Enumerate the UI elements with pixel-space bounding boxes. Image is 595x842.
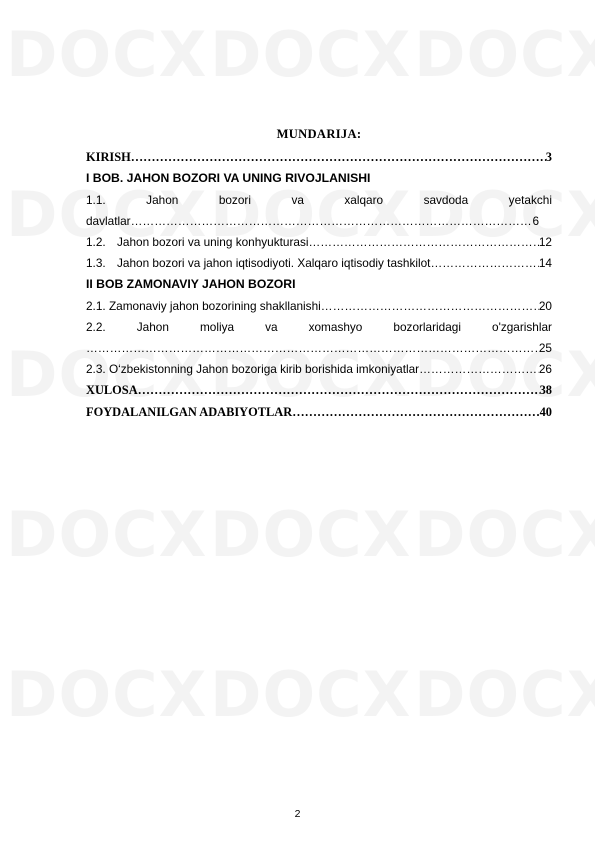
toc-entry-label: Jahon bozori va uning konhyukturasi <box>117 235 309 250</box>
watermark-text <box>6 18 207 91</box>
toc-entry-number: 2.2. <box>86 319 106 334</box>
toc-word: o'zgarishlar <box>492 319 552 334</box>
chapter-heading-2[interactable]: II BOB ZAMONAVIY JAHON BOZORI <box>86 277 296 292</box>
toc-page-number: 40 <box>539 404 552 419</box>
toc-page-number: 6 <box>532 213 539 228</box>
leader-dots <box>131 147 546 168</box>
toc-word: yetakchi <box>508 192 552 207</box>
toc-entry-label: FOYDALANILGAN ADABIYOTLAR <box>86 404 293 419</box>
page-number: 2 <box>294 808 301 820</box>
toc-word: Jahon <box>146 192 179 207</box>
toc-word: moliya <box>199 319 235 334</box>
toc-entry-label: Jahon bozori va jahon iqtisodiyoti. Xalqaro iqtisodiy tashkilot <box>117 256 431 271</box>
toc-entry-1-2[interactable] <box>86 232 552 253</box>
toc-entry-number: 1.2. <box>86 235 106 250</box>
toc-entry-number: 1.3. <box>86 256 106 271</box>
toc-word: savdoda <box>423 192 469 207</box>
toc-entry-2-2[interactable] <box>86 317 552 359</box>
toc-entry-label: 2.1. Zamonaviy jahon bozorining shakllanishi <box>86 298 321 313</box>
toc-entry-kirish[interactable] <box>86 147 552 168</box>
watermark-text <box>6 498 207 571</box>
toc-word: Jahon <box>136 319 169 334</box>
watermark-text <box>210 498 411 571</box>
toc-page-number: 20 <box>538 298 552 313</box>
toc-entry-line <box>86 211 539 232</box>
toc-word: bozorlaridagi <box>393 319 461 334</box>
toc-word: va <box>291 192 304 207</box>
toc-entry-label: KIRISH <box>86 150 131 165</box>
watermark-text <box>210 18 411 91</box>
leader-dots <box>321 296 539 317</box>
toc-entry-label: XULOSA <box>86 383 138 398</box>
leader-dots <box>292 402 539 423</box>
toc-entry-1-3[interactable] <box>86 253 552 274</box>
toc-entry-adabiyotlar[interactable] <box>86 402 552 423</box>
watermark-text <box>414 658 595 731</box>
toc-page-number: 25 <box>538 341 552 356</box>
toc-page-number: 38 <box>539 383 552 398</box>
toc-entry-line <box>86 317 552 338</box>
toc-word: xomashyo <box>308 319 363 334</box>
toc-entry-label: 2.3. O‘zbekistonning Jahon bozoriga kirib borishida imkoniyatlar <box>86 362 420 377</box>
toc-word: bozori <box>218 192 251 207</box>
toc-title: MUNDARIJA: <box>276 127 362 141</box>
leader-dots <box>430 253 538 274</box>
toc-page-number: 12 <box>538 235 552 250</box>
watermark-text <box>6 658 207 731</box>
toc-entry-2-3[interactable] <box>86 359 552 380</box>
toc-entry-line <box>86 190 552 211</box>
toc-entry-1-1[interactable] <box>86 190 552 232</box>
leader-dots <box>309 232 539 253</box>
leader-dots <box>131 211 533 232</box>
toc-entry-label: davlatlar <box>86 213 131 228</box>
toc-word: xalqaro <box>344 192 384 207</box>
toc-entry-2-1[interactable] <box>86 296 552 317</box>
chapter-heading-1[interactable]: I BOB. JAHON BOZORI VA UNING RIVOJLANISHI <box>86 171 371 186</box>
leader-dots <box>138 380 540 401</box>
toc-page-number: 14 <box>538 256 552 271</box>
toc-entry-line <box>86 338 552 359</box>
toc-word: va <box>265 319 278 334</box>
toc-entry-xulosa[interactable] <box>86 380 552 401</box>
watermark-text <box>210 658 411 731</box>
table-of-contents <box>86 124 552 423</box>
toc-page-number: 3 <box>545 150 552 165</box>
toc-entry-number: 1.1. <box>86 192 106 207</box>
toc-page-number: 26 <box>538 362 552 377</box>
leader-dots <box>419 359 539 380</box>
watermark-text <box>414 18 595 91</box>
watermark-text <box>414 498 595 571</box>
leader-dots <box>86 338 539 359</box>
